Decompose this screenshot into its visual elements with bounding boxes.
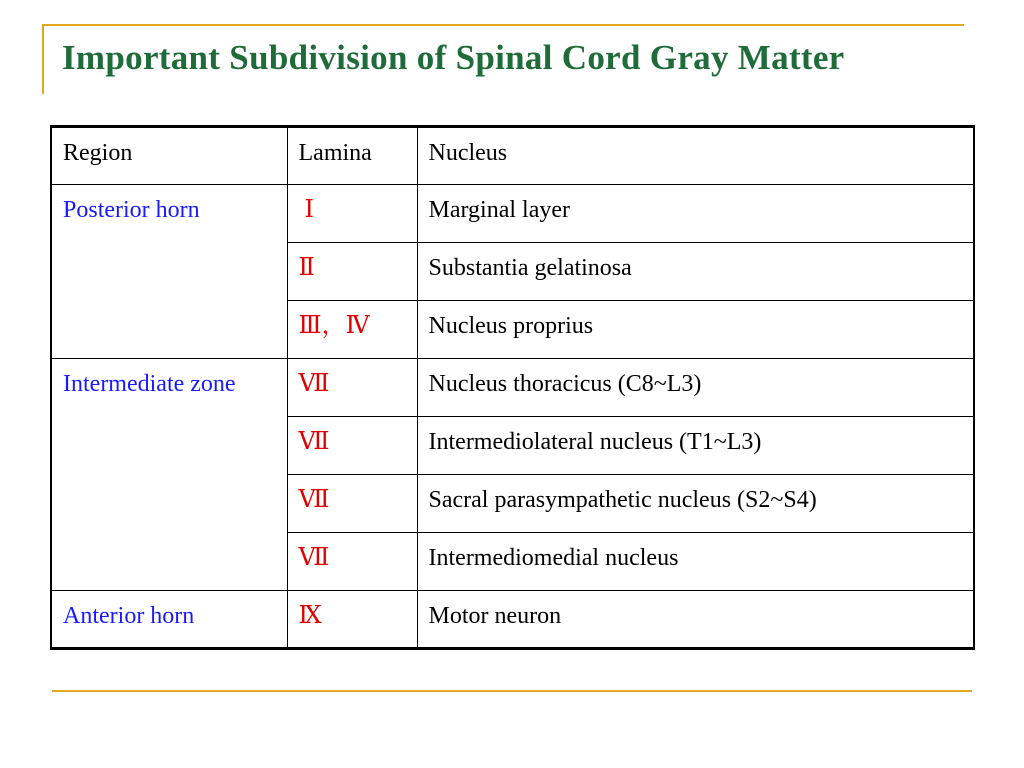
- nucleus-label: Substantia gelatinosa: [428, 255, 632, 281]
- lamina-label: Ⅶ: [298, 429, 330, 455]
- lamina-cell: [287, 301, 417, 359]
- lamina-cell: [287, 591, 417, 649]
- lamina-label: Ⅸ: [298, 603, 322, 629]
- nucleus-cell: [417, 243, 974, 301]
- nucleus-label: Intermediomedial nucleus: [428, 545, 679, 571]
- region-label: Posterior horn: [63, 197, 200, 223]
- nucleus-cell: [417, 417, 974, 475]
- lamina-cell: [287, 417, 417, 475]
- nucleus-cell: [417, 475, 974, 533]
- nucleus-cell: [417, 185, 974, 243]
- nucleus-label: Sacral parasympathetic nucleus (S2~S4): [428, 487, 817, 513]
- table-row: [51, 359, 974, 417]
- nucleus-label: Nucleus proprius: [428, 313, 594, 339]
- nucleus-cell: [417, 533, 974, 591]
- region-cell-anterior-horn: [51, 591, 287, 649]
- gray-matter-table: [50, 125, 975, 650]
- lamina-cell: [287, 533, 417, 591]
- top-accent-line: [42, 24, 964, 26]
- nucleus-label: Nucleus thoracicus (C8~L3): [428, 371, 702, 397]
- bottom-accent-line: [52, 690, 972, 692]
- lamina-label: Ⅶ: [298, 487, 330, 513]
- slide-title: Important Subdivision of Spinal Cord Gray Matter: [62, 38, 845, 77]
- lamina-cell: [287, 243, 417, 301]
- table-row: [51, 185, 974, 243]
- lamina-label: Ⅱ: [298, 255, 315, 281]
- nucleus-cell: [417, 359, 974, 417]
- nucleus-label: Intermediolateral nucleus (T1~L3): [428, 429, 762, 455]
- lamina-label: Ⅲ，Ⅳ: [298, 313, 370, 339]
- lamina-label: Ⅰ: [298, 197, 314, 223]
- lamina-cell: [287, 185, 417, 243]
- left-accent-line: [42, 24, 44, 94]
- region-label: Intermediate zone: [63, 371, 236, 397]
- nucleus-cell: [417, 301, 974, 359]
- nucleus-cell: [417, 591, 974, 649]
- region-cell-posterior-horn: [51, 185, 287, 359]
- region-cell-intermediate-zone: [51, 359, 287, 591]
- nucleus-label: Motor neuron: [428, 603, 562, 629]
- nucleus-label: Marginal layer: [428, 197, 571, 223]
- lamina-label: Ⅶ: [298, 371, 330, 397]
- region-label: Anterior horn: [63, 603, 195, 629]
- table-header-row: [51, 127, 974, 185]
- lamina-label: Ⅶ: [298, 545, 330, 571]
- lamina-cell: [287, 359, 417, 417]
- table-row: [51, 591, 974, 649]
- lamina-cell: [287, 475, 417, 533]
- header-nucleus: Nucleus: [417, 127, 974, 185]
- header-lamina: Lamina: [287, 127, 417, 185]
- header-region: Region: [51, 127, 287, 185]
